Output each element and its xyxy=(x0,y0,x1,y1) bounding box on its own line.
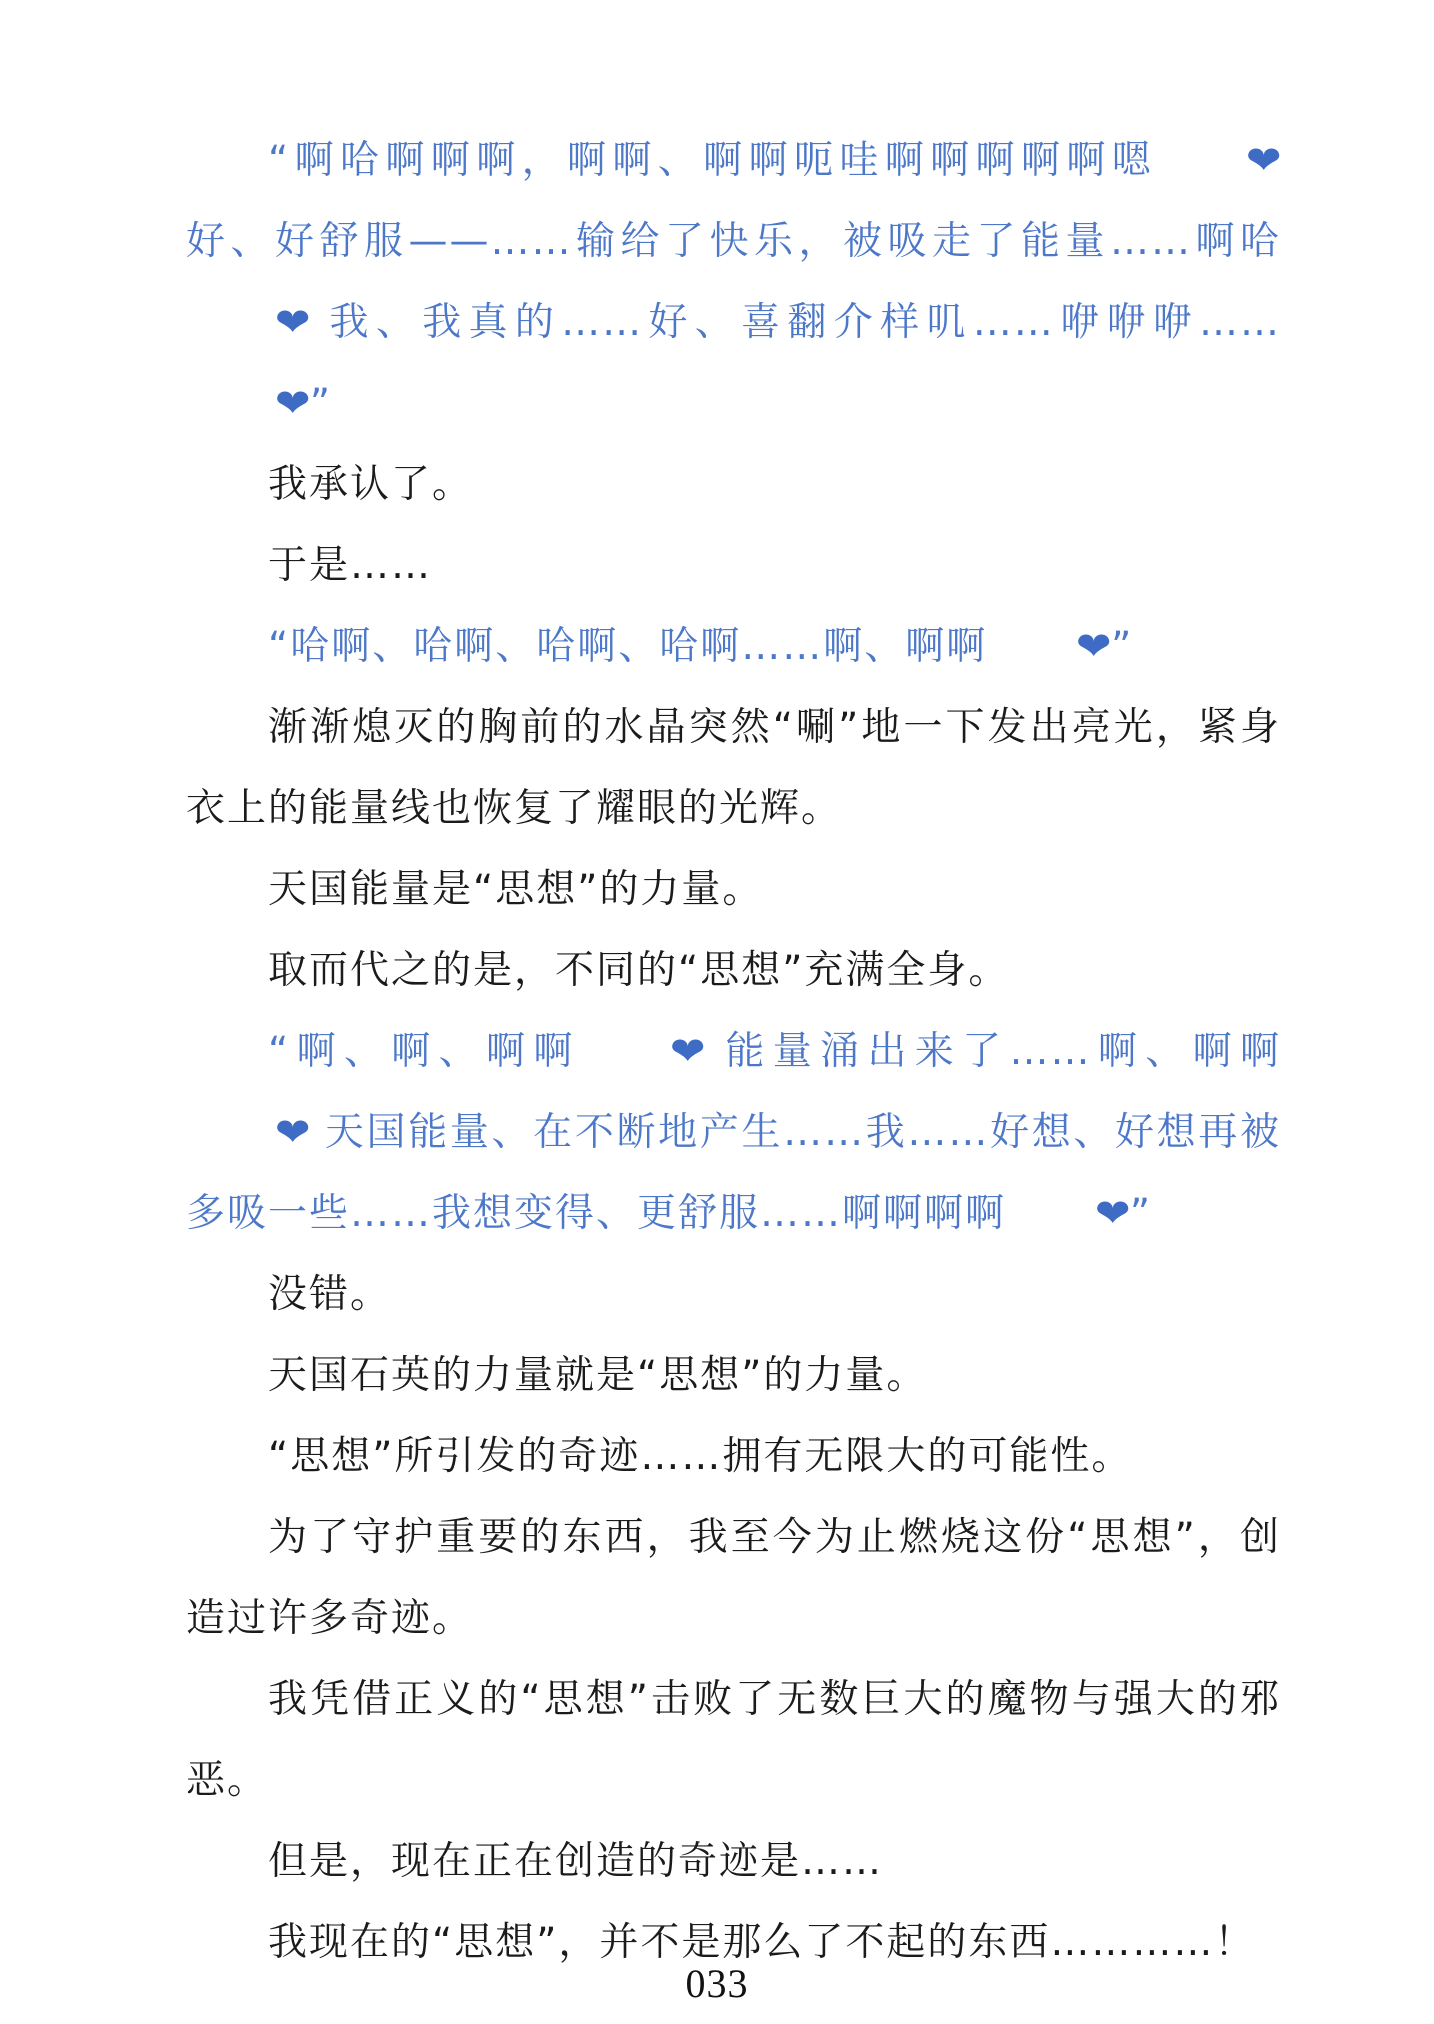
heart-icon: ❤ xyxy=(1094,1191,1133,1235)
text-segment: 我、我真的……好、喜翻介样叽……咿咿咿…… xyxy=(309,300,1281,345)
text-segment: 我凭借正义的“思想”击败了无数巨大的魔物与强大的邪恶。 xyxy=(186,1677,1281,1803)
text-segment: 天国能量、在不断地产生……我……好想、好想再被多吸一些……我想变得、更舒服……啊啊啊啊 xyxy=(186,1110,1281,1236)
narration-paragraph xyxy=(186,1821,1281,1902)
text-segment: 我承认了。 xyxy=(268,462,474,507)
heart-icon: ❤ xyxy=(274,300,313,344)
text-segment: 我现在的“思想”，并不是那么了不起的东西…………！ xyxy=(268,1920,1256,1965)
text-segment: ” xyxy=(1111,624,1134,669)
text-segment: 没错。 xyxy=(268,1272,392,1317)
page-number: 033 xyxy=(685,1961,749,2006)
heart-icon: ❤ xyxy=(274,381,313,425)
text-segment: ” xyxy=(309,381,333,426)
text-segment: “哈啊、哈啊、哈啊、哈啊……啊、啊啊 xyxy=(268,624,988,669)
text-segment: 为了守护重要的东西，我至今为止燃烧这份“思想”，创造过许多奇迹。 xyxy=(186,1515,1281,1641)
text-segment: ” xyxy=(1129,1191,1153,1236)
dialogue-paragraph xyxy=(186,606,1281,687)
narration-paragraph xyxy=(186,849,1281,930)
heart-icon: ❤ xyxy=(1076,624,1115,668)
narration-paragraph xyxy=(186,1335,1281,1416)
text-segment: 好、好舒服——……输给了快乐，被吸走了能量……啊哈 xyxy=(186,219,1281,264)
dialogue-paragraph xyxy=(186,120,1284,444)
narration-paragraph xyxy=(186,1416,1281,1497)
text-segment: 渐渐熄灭的胸前的水晶突然“唰”地一下发出亮光，紧身衣上的能量线也恢复了耀眼的光辉。 xyxy=(186,705,1281,831)
text-segment: “啊哈啊啊啊，啊啊、啊啊呃哇啊啊啊啊啊嗯 xyxy=(268,138,1158,183)
narration-paragraph xyxy=(186,930,1281,1011)
narration-paragraph xyxy=(186,1254,1281,1335)
text-segment: “思想”所引发的奇迹……拥有无限大的可能性。 xyxy=(268,1434,1133,1479)
narration-paragraph xyxy=(186,444,1281,525)
narration-paragraph xyxy=(186,687,1281,849)
text-segment: 能量涌出来了……啊、啊啊 xyxy=(704,1029,1281,1074)
text-segment: “啊、啊、啊啊 xyxy=(268,1029,581,1074)
text-segment: 但是，现在正在创造的奇迹是…… xyxy=(268,1839,884,1884)
body-text xyxy=(186,120,1284,1983)
narration-paragraph xyxy=(186,1497,1281,1659)
text-segment: 于是…… xyxy=(268,543,433,588)
heart-icon: ❤ xyxy=(669,1029,708,1073)
text-segment: 取而代之的是，不同的“思想”充满全身。 xyxy=(268,948,1010,993)
heart-icon: ❤ xyxy=(274,1110,313,1154)
heart-icon: ❤ xyxy=(1246,138,1284,182)
text-segment: 天国石英的力量就是“思想”的力量。 xyxy=(268,1353,928,1398)
narration-paragraph xyxy=(186,1659,1281,1821)
dialogue-paragraph xyxy=(186,1011,1281,1254)
narration-paragraph xyxy=(186,525,1281,606)
text-segment: 天国能量是“思想”的力量。 xyxy=(268,867,764,912)
